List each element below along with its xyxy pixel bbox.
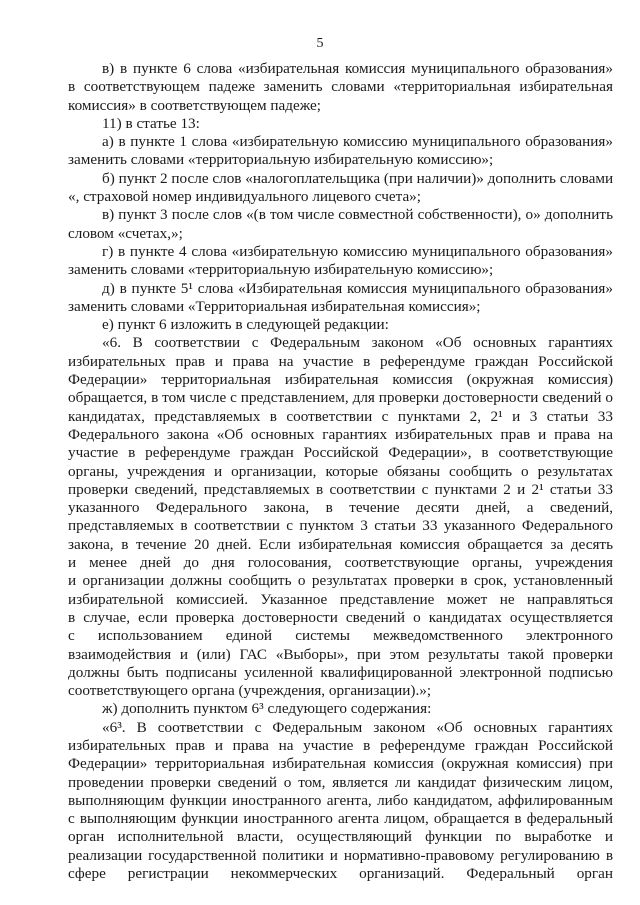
text-line: б) пункт 2 после слов «налогоплательщика (при наличии)» дополнить словами <box>102 169 614 187</box>
text-line: с выполняющим функции иностранного агента лицом, обращается в федеральный <box>68 810 613 828</box>
text-line: представляемых в соответствии с пунктом 3 статьи 33 указанного Федерального <box>68 517 613 535</box>
text-line: с использованием единой системы межведомственного электронного <box>68 627 613 645</box>
text-line: проверки сведений, представляемых в соответствии с пунктами 2 и 2¹ статьи 33 <box>68 480 613 498</box>
text-line: «6³. В соответствии с Федеральным законом «Об основных гарантиях <box>102 718 613 736</box>
text-line: в) в пункте 6 слова «избирательная комиссия муниципального образования» <box>102 60 613 77</box>
text-line: Федерации» территориальная избирательная комиссия (окружная комиссия) при <box>68 755 613 773</box>
text-line: ж) дополнить пунктом 6³ следующего содержания: <box>102 700 432 718</box>
text-line: в соответствующем падеже заменить словами «территориальная избирательная <box>68 78 613 96</box>
text-line: в) пункт 3 после слов «(в том числе совместной собственности), о» дополнить <box>102 206 613 224</box>
text-line: «, страховой номер индивидуального лицевого счета»; <box>68 188 421 206</box>
text-line: должны быть подписаны усиленной квалифицированной электронной подписью <box>68 663 613 681</box>
text-line: закона, в течение 20 дней. Если избирательная комиссия обращается за десять <box>68 535 613 553</box>
text-line: обращается, в том числе с представлением, для проверки достоверности сведений о <box>68 389 613 407</box>
text-line: 11) в статье 13: <box>102 114 200 132</box>
text-line: сфере регистрации некоммерческих организаций. Федеральный орган <box>68 865 613 883</box>
text-line: проведении проверки сведений о том, является ли кандидат физическим лицом, <box>68 773 613 791</box>
text-line: соответствующего органа (учреждения, организации).»; <box>68 682 432 700</box>
text-line: е) пункт 6 изложить в следующей редакции: <box>102 316 389 334</box>
text-line: Федерального закона «Об основных гарантиях избирательных прав и права на <box>68 425 613 443</box>
text-line: г) в пункте 4 слова «избирательную комиссию муниципального образования» <box>102 242 613 260</box>
text-line: заменить словами «территориальную избирательную комиссию»; <box>68 151 494 169</box>
text-line: выполняющим функции иностранного агента, либо кандидатом, аффилированным <box>68 791 613 809</box>
text-line: д) в пункте 5¹ слова «Избирательная комиссия муниципального образования» <box>102 279 613 297</box>
text-line: а) в пункте 1 слова «избирательную комиссию муниципального образования» <box>102 133 613 151</box>
text-line: и организации должны сообщить о результатах проверки в срок, установленный <box>68 572 613 590</box>
text-line: указанного Федерального закона, в течение десяти дней, а сведений, <box>68 499 613 517</box>
text-line: избирательных прав и права на участие в референдуме граждан Российской <box>68 352 613 370</box>
text-line: взаимодействия и (или) ГАС «Выборы», при этом результаты такой проверки <box>68 645 613 663</box>
text-line: реализации государственной политики и нормативно-правовому регулированию в <box>68 846 613 864</box>
text-line: в случае, если проверка достоверности сведений о кандидатах осуществляется <box>68 608 613 626</box>
text-line: избирательной комиссией. Указанное представление может не направляться <box>68 590 613 608</box>
text-line: избирательных прав и права на участие в референдуме граждан Российской <box>68 736 613 754</box>
text-line: орган исполнительной власти, осуществляющий функции по выработке и <box>68 828 613 846</box>
text-line: Федерации» территориальная избирательная комиссия (окружная комиссия) <box>68 371 613 389</box>
text-line: заменить словами «Территориальная избирательная комиссия»; <box>68 297 481 315</box>
text-line: заменить словами «территориальную избирательную комиссию»; <box>68 261 494 279</box>
text-line: органы, учреждения и организации, которые обязаны сообщить о результатах <box>68 462 613 480</box>
document-body <box>68 60 613 883</box>
text-line: участие в референдуме граждан Российской Федерации», в соответствующие <box>68 444 613 462</box>
text-line: комиссия» в соответствующем падеже; <box>68 96 322 114</box>
text-line: «6. В соответствии с Федеральным законом «Об основных гарантиях <box>102 334 613 352</box>
text-line: словом «счетах,»; <box>68 224 183 242</box>
text-line: и менее дней до дня голосования, соответствующие органы, учреждения <box>68 554 613 572</box>
page-number: 5 <box>316 36 324 51</box>
text-line: кандидатах, представляемых в соответствии с пунктами 2, 2¹ и 3 статьи 33 <box>68 407 613 425</box>
